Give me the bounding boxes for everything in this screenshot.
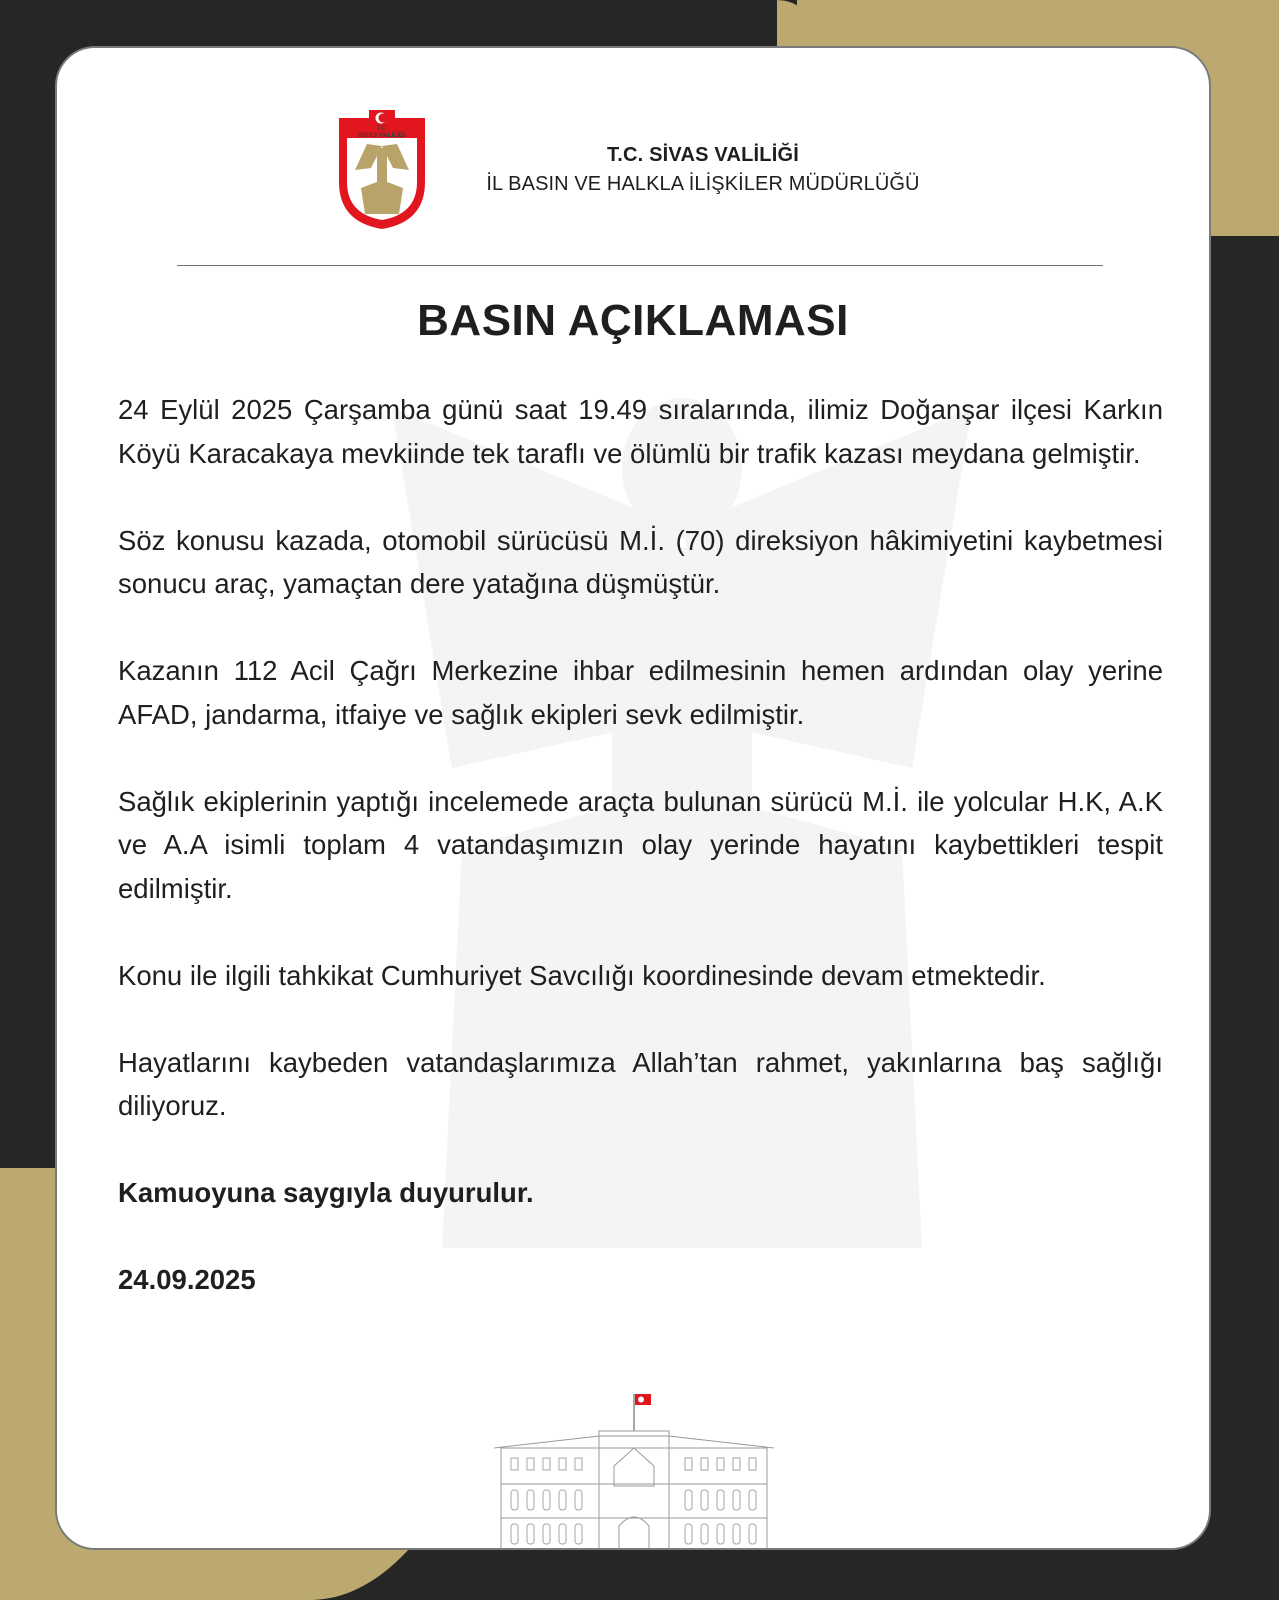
document-body <box>118 388 1163 1345</box>
government-building-icon <box>489 1386 779 1550</box>
closing-statement: Kamuoyuna saygıyla duyurulur. <box>118 1177 534 1208</box>
department-subtitle: İL BASIN VE HALKLA İLİŞKİLER MÜDÜRLÜĞÜ <box>486 173 920 195</box>
letterhead <box>337 110 1037 230</box>
paragraph-1: 24 Eylül 2025 Çarşamba günü saat 19.49 sıralarında, ilimiz Doğanşar ilçesi Karkın Köyü Karacakaya mevkiinde tek taraflı ve ölümlü bir trafik kazası meydana gelmiştir. <box>118 394 1163 469</box>
svg-text:T.C.: T.C. <box>376 125 388 132</box>
svg-text:SİVAS VALİLİĞİ: SİVAS VALİLİĞİ <box>358 132 406 139</box>
sivas-valiligi-logo-icon <box>337 110 427 230</box>
paragraph-5: Konu ile ilgili tahkikat Cumhuriyet Savcılığı koordinesinde devam etmektedir. <box>118 959 1046 991</box>
press-release-card <box>55 46 1211 1550</box>
paragraph-3: Kazanın 112 Acil Çağrı Merkezine ihbar edilmesinin hemen ardından olay yerine AFAD, jandarma, itfaiye ve sağlık ekipleri sevk edilmiştir. <box>118 655 1163 730</box>
header-divider <box>177 265 1103 266</box>
document-title: BASIN AÇIKLAMASI <box>417 296 849 345</box>
paragraph-6: Hayatlarını kaybeden vatandaşlarımıza Allah’tan rahmet, yakınlarına baş sağlığı diliyoruz. <box>118 1046 1163 1121</box>
institution-title: T.C. SİVAS VALİLİĞİ <box>607 144 799 166</box>
document-date: 24.09.2025 <box>118 1264 256 1295</box>
paragraph-4: Sağlık ekiplerinin yaptığı incelemede araçta bulunan sürücü M.İ. ile yolcular H.K, A.K ve A.A isimli toplam 4 vatandaşımızın olay yerinde hayatını kaybettikleri tespit edilmiştir. <box>118 785 1163 904</box>
paragraph-2: Söz konusu kazada, otomobil sürücüsü M.İ. (70) direksiyon hâkimiyetini kaybetmesi sonucu araç, yamaçtan dere yatağına düşmüştür. <box>118 524 1163 599</box>
